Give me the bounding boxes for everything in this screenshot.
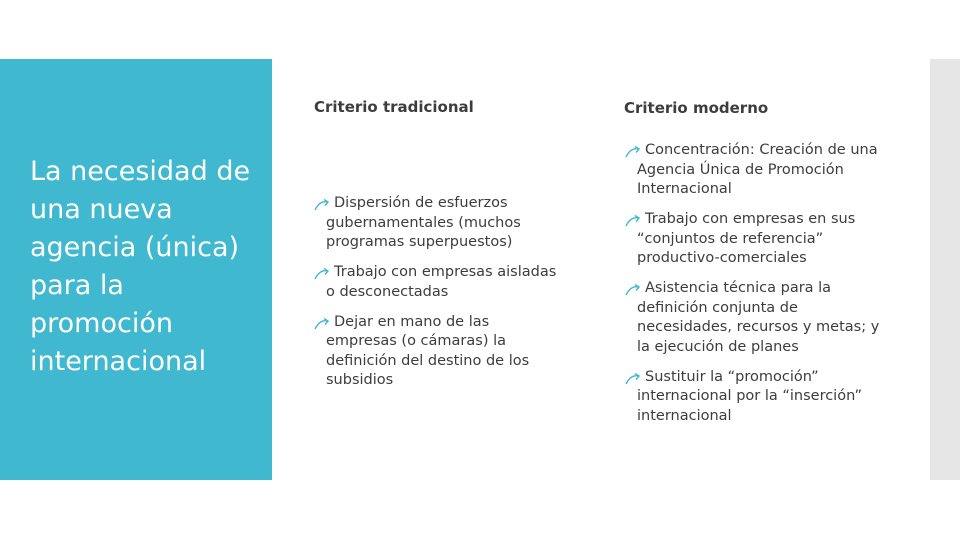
side-bar xyxy=(930,59,960,480)
list-item-text: Dispersión de esfuerzos gubernamentales (muchos programas superpuestos) xyxy=(326,195,521,250)
traditional-criteria-list xyxy=(314,194,564,401)
list-item-text: Dejar en mano de las empresas (o cámaras) la definición del destino de los subsidios xyxy=(326,313,530,388)
list-item xyxy=(625,210,890,269)
arrow-bullet-icon xyxy=(625,146,641,158)
list-item-text: Concentración: Creación de una Agencia Única de Promoción Internacional xyxy=(637,142,878,197)
list-item xyxy=(625,368,890,427)
modern-criteria-list xyxy=(625,141,890,437)
list-item-text: Asistencia técnica para la definición conjunta de necesidades, recursos y metas; y la ejecución de planes xyxy=(637,280,880,355)
arrow-bullet-icon xyxy=(625,373,641,385)
arrow-bullet-icon xyxy=(314,268,330,280)
list-item xyxy=(314,263,564,302)
list-item xyxy=(314,194,564,253)
arrow-bullet-icon xyxy=(314,199,330,211)
arrow-bullet-icon xyxy=(625,215,641,227)
list-item-text: Trabajo con empresas aisladas o desconectadas xyxy=(326,264,557,300)
list-item xyxy=(625,279,890,357)
list-item xyxy=(314,313,564,391)
slide-title: La necesidad de una nueva agencia (única) para la promoción internacional xyxy=(30,156,251,377)
traditional-criteria-header: Criterio tradicional xyxy=(314,98,474,116)
list-item-text: Sustituir la “promoción” internacional por la “inserción” internacional xyxy=(637,368,862,424)
modern-criteria-header: Criterio moderno xyxy=(624,99,769,117)
arrow-bullet-icon xyxy=(625,284,641,296)
list-item-text: Trabajo con empresas en sus “conjuntos de referencia” productivo-comerciales xyxy=(637,211,856,266)
arrow-bullet-icon xyxy=(314,318,330,330)
list-item xyxy=(625,141,890,200)
